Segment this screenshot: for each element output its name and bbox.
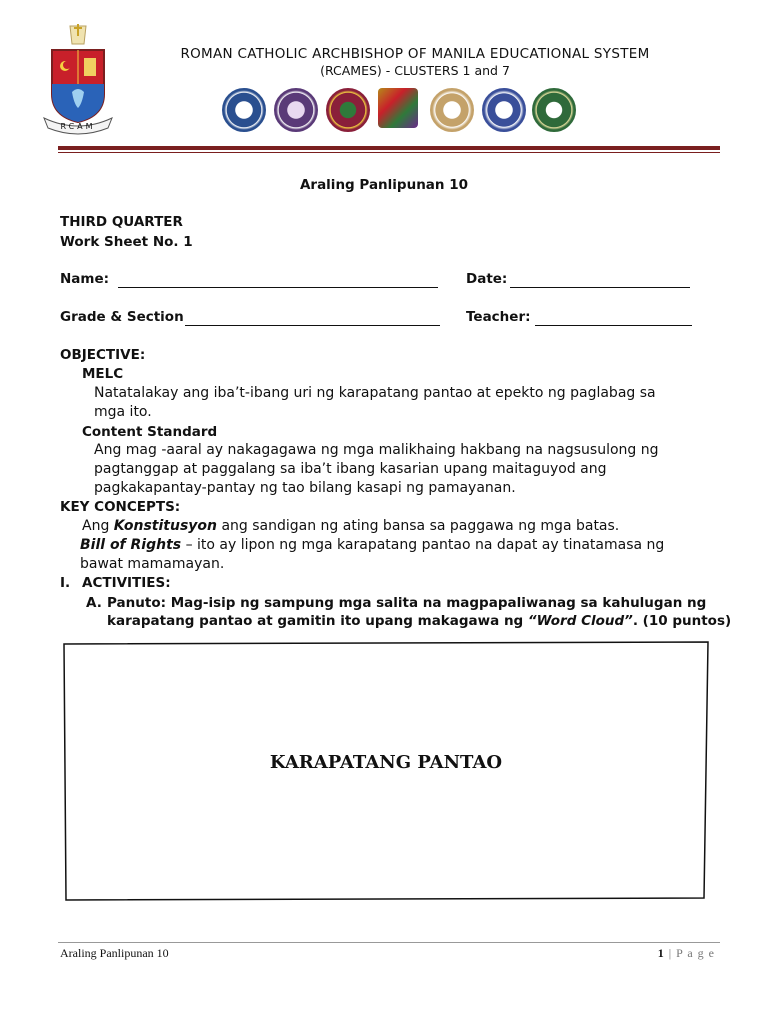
key-concept-1: [82, 518, 619, 534]
content-standard-line1: Ang mag -aaral ay nakagagawa ng mga malikhaing hakbang na nagsusulong ng: [94, 442, 659, 458]
school-seal-7: [532, 88, 576, 132]
key-concept-2-line2: bawat mamamayan.: [80, 556, 225, 572]
melc-text-line1: Natatalakay ang iba’t-ibang uri ng karapatang pantao at epekto ng paglabag sa: [94, 385, 656, 401]
crest-text: RCAM: [60, 122, 96, 131]
content-standard-heading: Content Standard: [82, 424, 218, 440]
page-number: 1: [657, 946, 665, 960]
activities-number: I.: [60, 575, 71, 591]
rcam-crest-logo: [38, 22, 118, 136]
school-seal-1: [222, 88, 266, 132]
grade-section-label: Grade & Section: [60, 309, 184, 325]
word-cloud-title: KARAPATANG PANTAO: [269, 752, 503, 773]
activity-a-line1: Panuto: Mag-isip ng sampung mga salita na magpapaliwanag sa kahulugan ng: [107, 595, 707, 611]
name-field[interactable]: [118, 273, 438, 288]
page-word: | P a g e: [664, 946, 715, 960]
melc-heading: MELC: [82, 366, 124, 382]
teacher-field[interactable]: [535, 311, 692, 326]
footer-subject: Araling Panlipunan 10: [60, 946, 169, 960]
quarter-label: THIRD QUARTER: [60, 214, 183, 230]
school-seal-4: [378, 88, 418, 128]
header-title: ROMAN CATHOLIC ARCHBISHOP OF MANILA EDUCATIONAL SYSTEM: [180, 46, 650, 62]
key-concept-1-term: Konstitusyon: [113, 518, 217, 534]
teacher-label: Teacher:: [466, 309, 531, 325]
header-rule: [58, 146, 720, 150]
activity-a-line2: [107, 613, 731, 629]
key-concept-2-term: Bill of Rights: [80, 537, 182, 553]
grade-section-field[interactable]: [185, 311, 440, 326]
key-concepts-heading: KEY CONCEPTS:: [60, 499, 181, 515]
subject-title: Araling Panlipunan 10: [299, 177, 469, 193]
school-seal-6: [482, 88, 526, 132]
date-label: Date:: [466, 271, 508, 287]
activity-a-label: A.: [86, 595, 102, 611]
key-concept-1-rest: ang sandigan ng ating bansa sa paggawa ng mga batas.: [217, 518, 620, 534]
footer-rule: [58, 942, 720, 943]
school-seal-3: [326, 88, 370, 132]
melc-text-line2: mga ito.: [94, 404, 152, 420]
header-subtitle: (RCAMES) - CLUSTERS 1 and 7: [320, 63, 510, 78]
school-seal-5: [430, 88, 474, 132]
activity-a-line2-pre: karapatang pantao at gamitin ito upang makagawa ng: [107, 613, 528, 629]
activity-a-line2-post: . (10 puntos): [632, 613, 732, 629]
key-concept-1-pre: Ang: [82, 518, 114, 534]
activity-a-word-cloud: “Word Cloud”: [527, 613, 633, 629]
header-rule-thin: [58, 152, 720, 153]
content-standard-line2: pagtanggap at paggalang sa iba’t ibang kasarian upang maitaguyod ang: [94, 461, 607, 477]
key-concept-2-rest: – ito ay lipon ng mga karapatang pantao na dapat ay tinatamasa ng: [181, 537, 665, 553]
activities-heading: ACTIVITIES:: [82, 575, 171, 591]
footer-page: [600, 946, 715, 961]
content-standard-line3: pagkakapantay-pantay ng tao bilang kasapi ng pamayanan.: [94, 480, 516, 496]
key-concept-2: [80, 537, 664, 553]
worksheet-label: Work Sheet No. 1: [60, 234, 193, 250]
school-seal-2: [274, 88, 318, 132]
date-field[interactable]: [510, 273, 690, 288]
name-label: Name:: [60, 271, 110, 287]
objective-heading: OBJECTIVE:: [60, 347, 146, 363]
